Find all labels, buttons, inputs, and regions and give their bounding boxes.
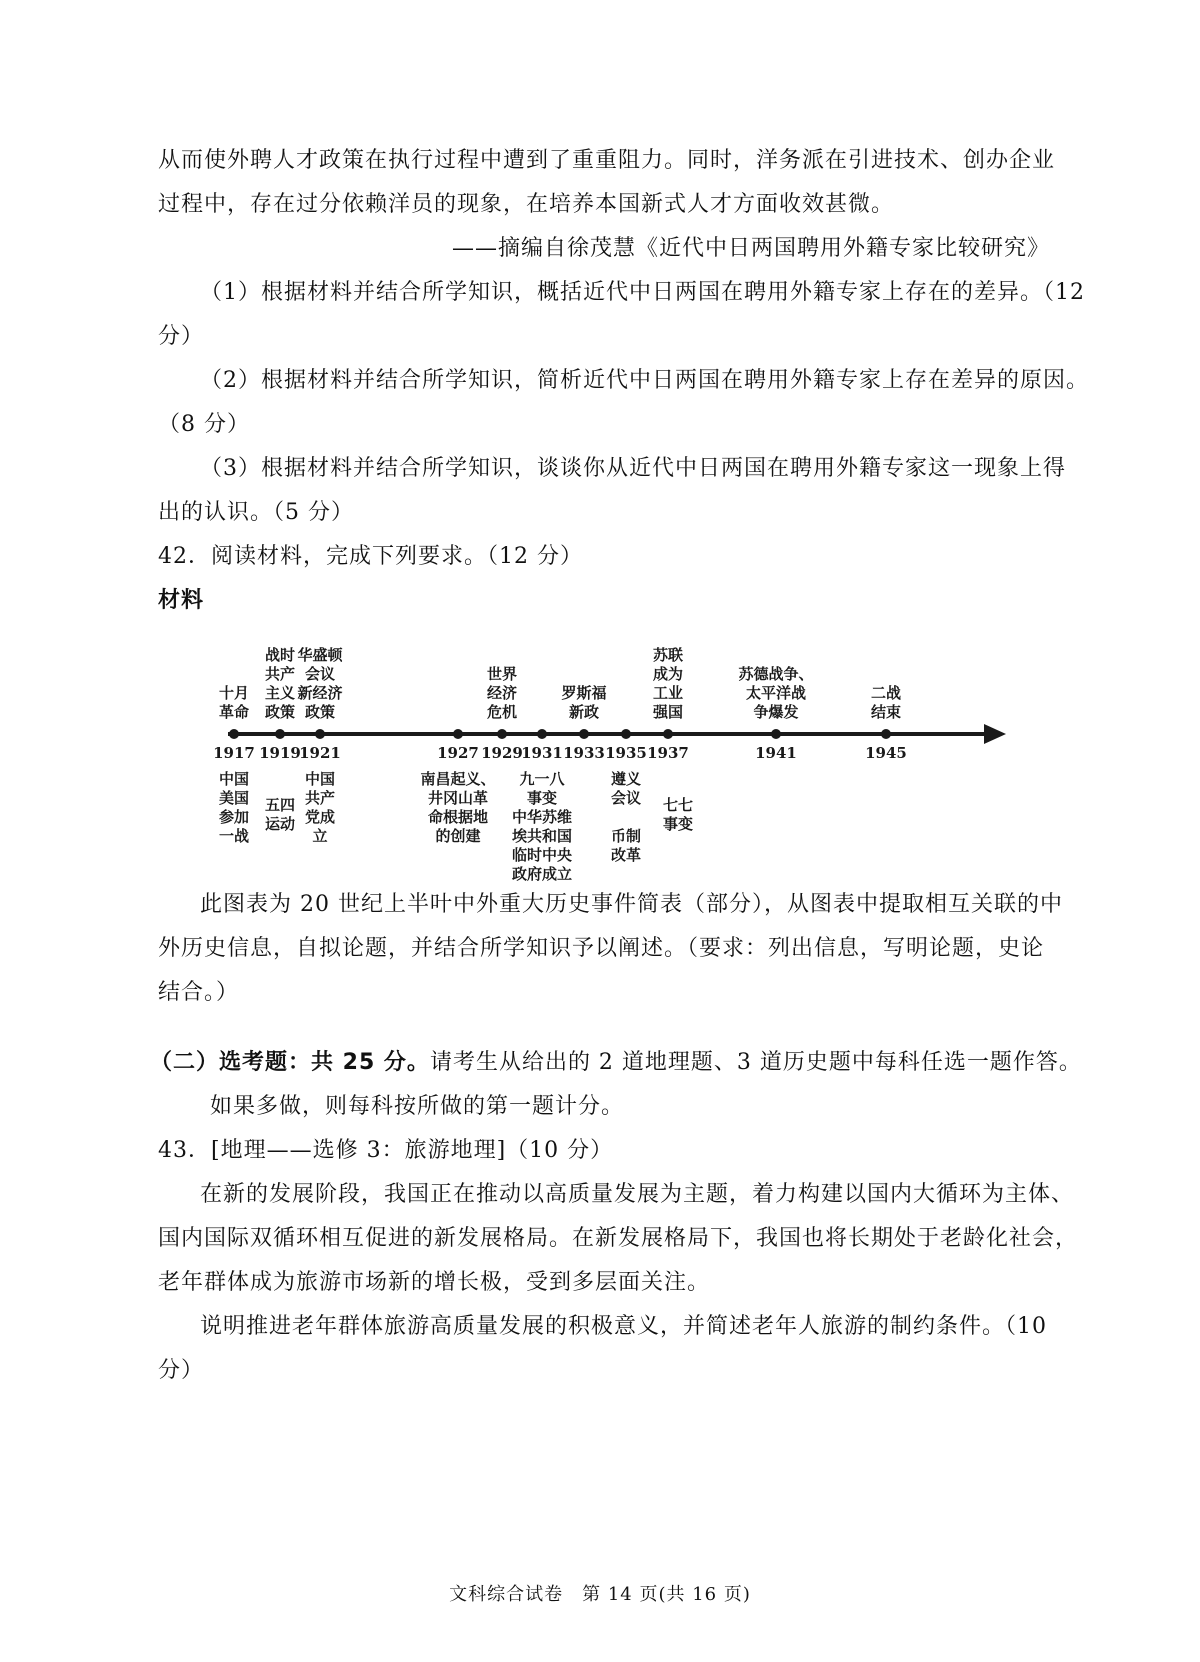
timeline-year-1917: 1917: [213, 744, 255, 762]
china-event-1921: 中国 共产 党成 立: [304, 770, 336, 845]
world-event-1933: 罗斯福 新政: [561, 684, 607, 721]
timeline-year-1935: 1935: [605, 744, 647, 762]
world-event-1929: 世界 经济 危机: [486, 665, 518, 721]
world-event-1937: 苏联 成为 工业 强国: [652, 646, 684, 721]
section-2-note: 如果多做，则每科按所做的第一题计分。: [210, 1094, 625, 1119]
timeline-axis: [228, 732, 988, 736]
q41-part2: （2）根据材料并结合所学知识，简析近代中日两国在聘用外籍专家上存在差异的原因。: [200, 368, 1089, 393]
timeline-year-1945: 1945: [865, 744, 907, 762]
timeline-dot-1937: [663, 729, 673, 739]
material-text-line-1: 从而使外聘人才政策在执行过程中遭到了重重阻力。同时，洋务派在引进技术、创办企业: [158, 148, 1056, 173]
world-event-1921: 华盛顿 会议 新经济 政策: [297, 646, 343, 721]
timeline-dot-1927: [453, 729, 463, 739]
q42-description-2: 外历史信息，自拟论题，并结合所学知识予以阐述。（要求：列出信息，写明论题，史论: [158, 936, 1045, 961]
china-event-1919: 五四 运动: [264, 796, 296, 833]
timeline-dot-1941: [771, 729, 781, 739]
timeline-dot-1945: [881, 729, 891, 739]
timeline-dot-1931: [537, 729, 547, 739]
q42-title: 42．阅读材料，完成下列要求。（12 分）: [158, 544, 583, 569]
china-event-1935: 遵义 会议 币制 改革: [610, 770, 642, 864]
q43-material-3: 老年群体成为旅游市场新的增长极，受到多层面关注。: [158, 1270, 711, 1295]
section-2-heading-rest: 请考生从给出的 2 道地理题、3 道历史题中每科任选一题作答。: [429, 1050, 1082, 1075]
q42-description-1: 此图表为 20 世纪上半叶中外重大历史事件简表（部分），从图表中提取相互关联的中: [200, 892, 1063, 917]
timeline-year-1941: 1941: [755, 744, 797, 762]
history-timeline: [210, 640, 1010, 883]
q43-question: 说明推进老年群体旅游高质量发展的积极意义，并简述老年人旅游的制约条件。（10: [200, 1314, 1047, 1339]
china-event-1927: 南昌起义、 井冈山革 命根据地 的创建: [420, 770, 496, 845]
world-event-1941: 苏德战争、 太平洋战 争爆发: [738, 665, 814, 721]
timeline-year-1927: 1927: [437, 744, 479, 762]
timeline-dot-1917: [229, 729, 239, 739]
section-2-heading-bold: （二）选考题：共 25 分。: [150, 1050, 430, 1075]
world-event-1917: 十月 革命: [218, 684, 250, 721]
china-event-1937: 七七 事变: [662, 796, 694, 833]
timeline-dot-1919: [275, 729, 285, 739]
q41-part3-cont: 出的认识。（5 分）: [158, 500, 354, 525]
q42-description-3: 结合。）: [158, 980, 240, 1005]
timeline-year-1921: 1921: [299, 744, 341, 762]
timeline-dot-1921: [315, 729, 325, 739]
q41-part1: （1）根据材料并结合所学知识，概括近代中日两国在聘用外籍专家上存在的差异。（12: [200, 280, 1085, 305]
page-footer: 文科综合试卷 第 14 页(共 16 页): [449, 1584, 751, 1605]
q42-material-label: 材料: [158, 588, 205, 613]
material-text-line-2: 过程中，存在过分依赖洋员的现象，在培养本国新式人才方面收效甚微。: [158, 192, 895, 217]
china-event-1917: 中国 美国 参加 一战: [218, 770, 250, 845]
q43-question-cont: 分）: [158, 1358, 205, 1383]
china-event-1931: 九一八 事变 中华苏维 埃共和国 临时中央 政府成立: [511, 770, 573, 883]
material-source: ——摘编自徐茂慧《近代中日两国聘用外籍专家比较研究》: [451, 236, 1050, 261]
timeline-year-1919: 1919: [259, 744, 301, 762]
timeline-dot-1929: [497, 729, 507, 739]
q41-part2-cont: （8 分）: [158, 412, 250, 437]
timeline-year-1933: 1933: [563, 744, 605, 762]
timeline-dot-1933: [579, 729, 589, 739]
timeline-year-1931: 1931: [521, 744, 563, 762]
section-2-heading: [150, 1048, 1082, 1078]
world-event-1945: 二战 结束: [870, 684, 902, 721]
timeline-year-1937: 1937: [647, 744, 689, 762]
timeline-arrow-icon: [984, 724, 1006, 744]
q43-material-1: 在新的发展阶段，我国正在推动以高质量发展为主题，着力构建以国内大循环为主体、: [200, 1182, 1075, 1207]
q43-title: 43．[地理——选修 3：旅游地理]（10 分）: [158, 1138, 614, 1163]
q43-material-2: 国内国际双循环相互促进的新发展格局。在新发展格局下，我国也将长期处于老龄化社会，: [158, 1226, 1079, 1251]
q41-part3: （3）根据材料并结合所学知识，谈谈你从近代中日两国在聘用外籍专家这一现象上得: [200, 456, 1066, 481]
timeline-dot-1935: [621, 729, 631, 739]
timeline-year-1929: 1929: [481, 744, 523, 762]
q41-part1-cont: 分）: [158, 324, 205, 349]
world-event-1919: 战时 共产 主义 政策: [264, 646, 296, 721]
